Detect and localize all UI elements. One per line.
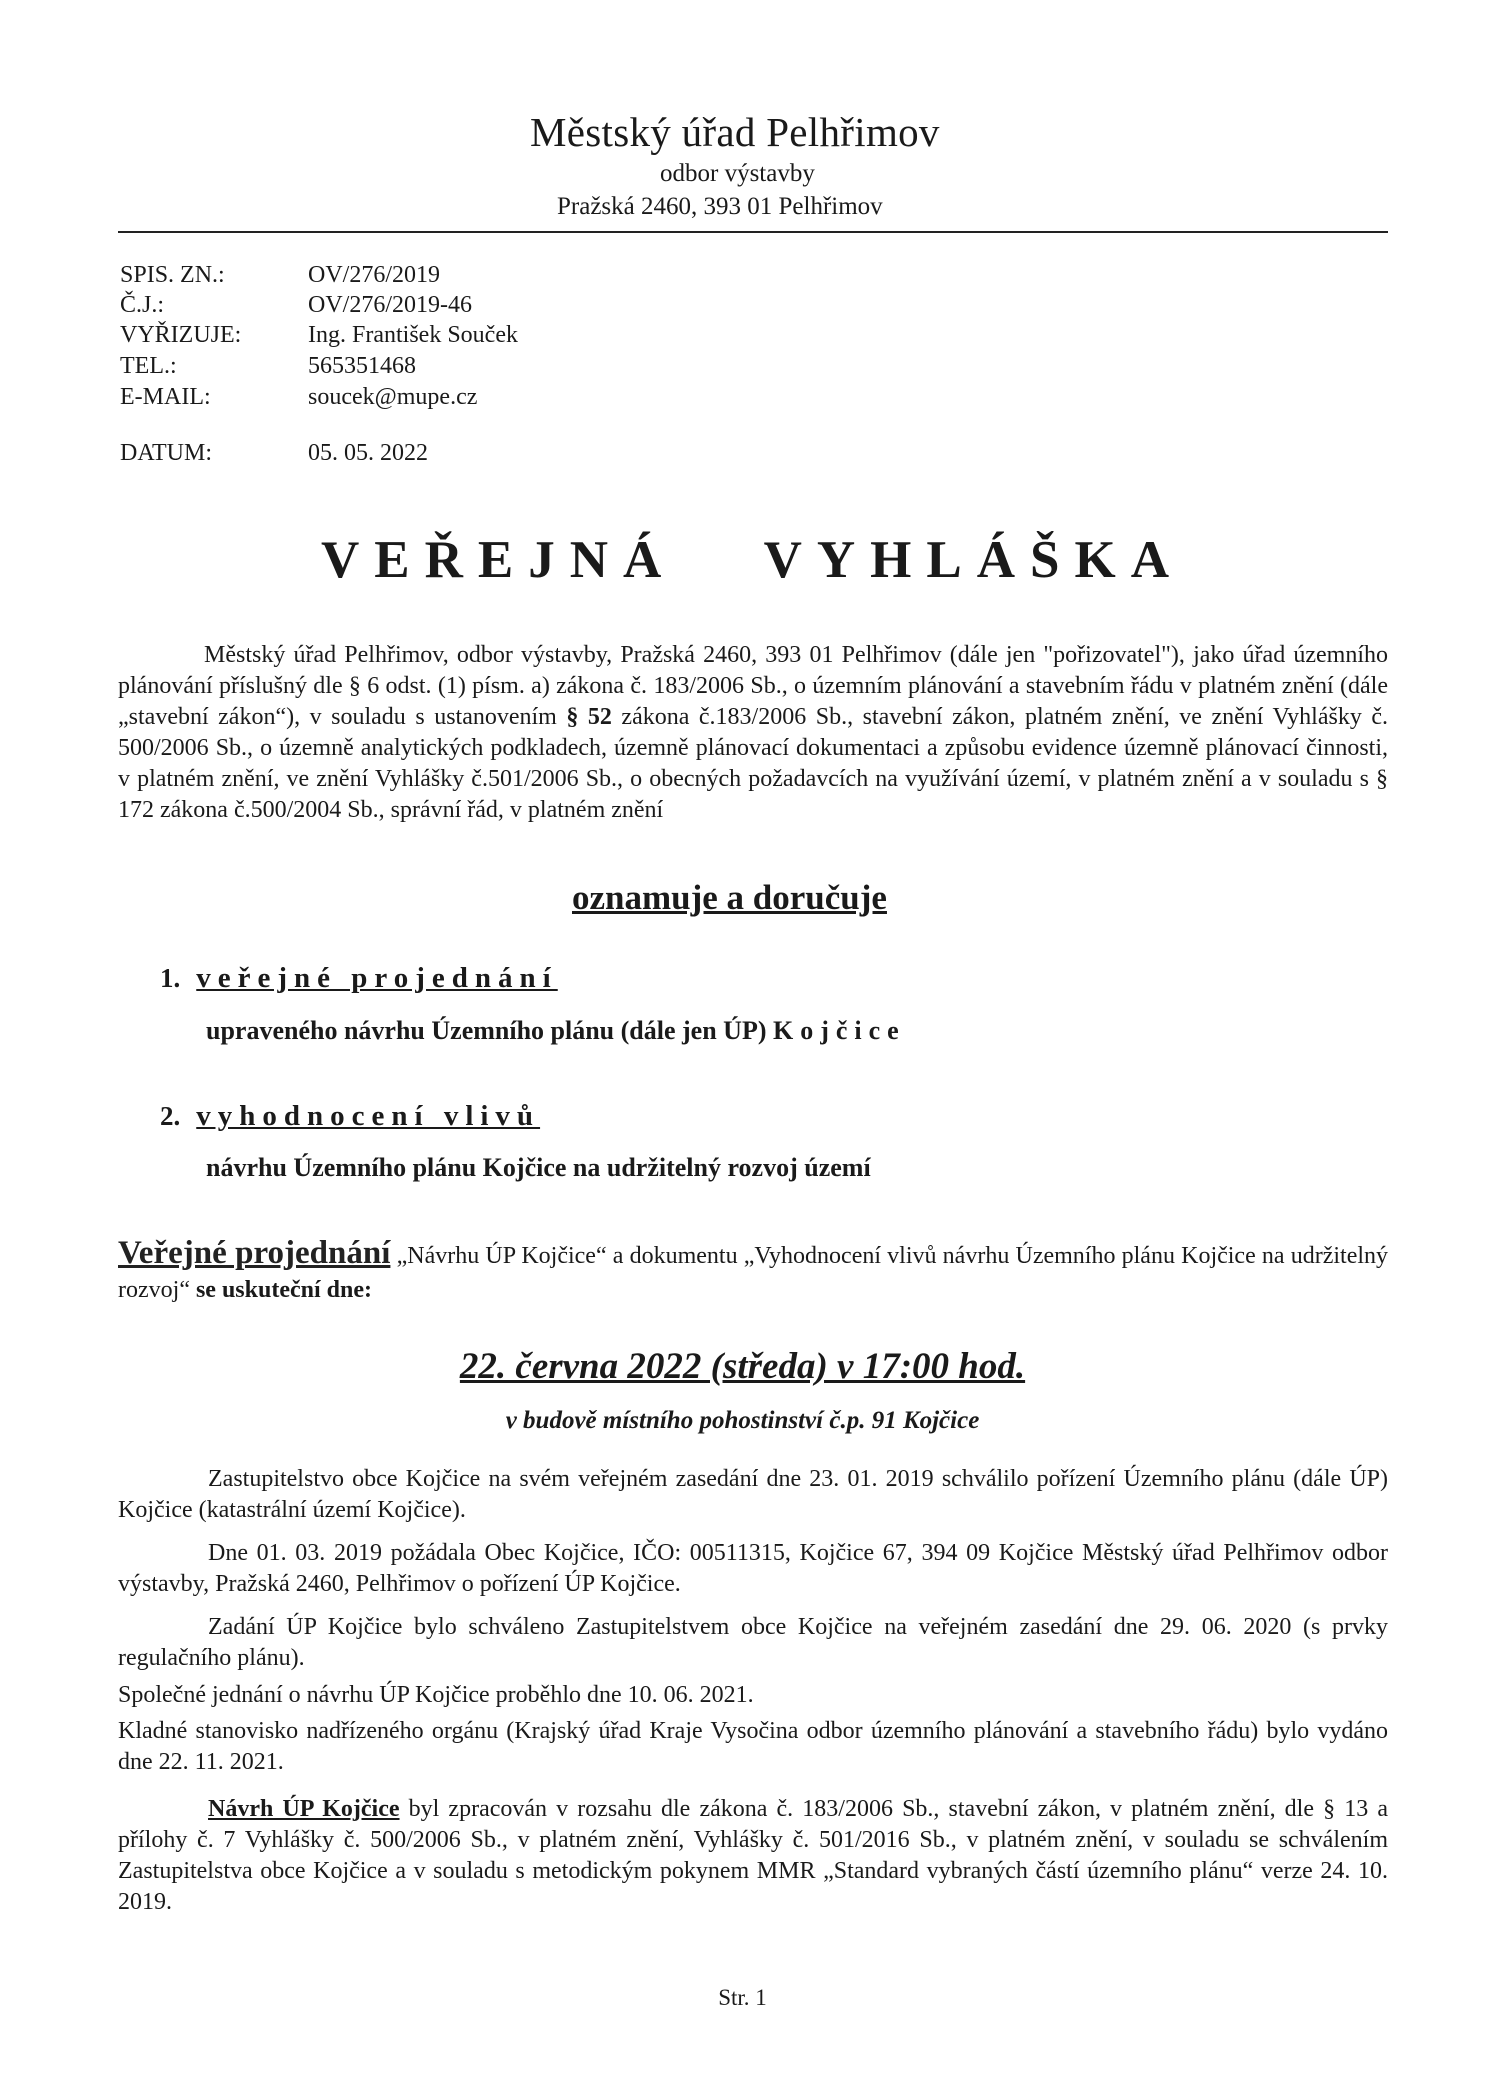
paragraph-6-bold: Návrh ÚP Kojčice [208, 1796, 400, 1822]
meta-value: OV/276/2019-46 [308, 292, 472, 318]
hearing-label: Veřejné projednání [118, 1235, 391, 1271]
meta-value: OV/276/2019 [308, 262, 440, 288]
meta-value: Ing. František Souček [308, 322, 518, 348]
meta-label: E-MAIL: [120, 384, 211, 410]
hearing-place: v budově místního pohostinství č.p. 91 Kojčice [505, 1407, 980, 1434]
paragraph-6 [118, 1794, 1388, 1918]
paragraph-4: Společné jednání o návrhu ÚP Kojčice proběhlo dne 10. 06. 2021. [118, 1682, 754, 1708]
item-number: 1. [160, 963, 181, 993]
item-subtitle-text: upraveného návrhu Územního plánu (dále jen ÚP) [206, 1016, 773, 1045]
meta-label: SPIS. ZN.: [120, 262, 225, 288]
item-1-subtitle [206, 1016, 906, 1046]
office-address: Pražská 2460, 393 01 Pelhřimov [557, 193, 883, 220]
paragraph-1: Zastupitelstvo obce Kojčice na svém veřejném zasedání dne 23. 01. 2019 schválilo pořízení Územního plánu (dále ÚP) Kojčice (katastrální území Kojčice). [118, 1466, 1388, 1523]
intro-paragraph [118, 640, 1388, 826]
item-heading: veřejné projednání [196, 962, 558, 994]
hearing-date: 22. června 2022 (středa) v 17:00 hod. [459, 1346, 1026, 1387]
page-number: Str. 1 [718, 1985, 767, 2010]
hearing-paragraph [118, 1236, 1388, 1307]
paragraph-6-text: byl zpracován v rozsahu dle zákona č. 183/2006 Sb., stavební zákon, v platném znění, dle § 13 a přílohy č. 7 Vyhlášky č. 500/2006 Sb., v platném znění, Vyhlášky č. 501/2016 Sb., v platném znění, v souladu se schválením Zastupitelstva obce Kojčice a v souladu s metodickým pokynem MMR „Standard vybraných částí územního plánu“ verze 24. 10. 2019. [118, 1796, 1389, 1915]
document-title: VEŘEJNÁ VYHLÁŠKA [321, 531, 1184, 589]
item-number: 2. [160, 1101, 181, 1131]
meta-row-email [120, 384, 477, 411]
paragraph-2: Dne 01. 03. 2019 požádala Obec Kojčice, IČO: 00511315, Kojčice 67, 394 09 Kojčice Městský úřad Pelhřimov odbor výstavby, Pražská 2460, Pelhřimov o pořízení ÚP Kojčice. [118, 1540, 1388, 1597]
intro-paragraph-ref: § 52 [566, 704, 612, 730]
meta-row-spis [120, 262, 440, 289]
meta-label: Č.J.: [120, 292, 165, 318]
meta-label: DATUM: [120, 440, 213, 466]
item-heading: vyhodnocení vlivů [196, 1100, 541, 1132]
header-divider [118, 231, 1388, 233]
meta-value: 565351468 [308, 353, 416, 379]
item-subtitle-village: Kojčice [773, 1016, 906, 1045]
item-1 [160, 962, 558, 995]
meta-row-tel [120, 353, 416, 380]
intro-text-a: Městský úřad Pelhřimov, odbor výstavby, Pražská 2460, 393 01 Pelhřimov (dále jen "pořizovatel"), jako úřad územního plánování příslušný dle § 6 odst. (1) písm. a) zákona č. 183/2006 Sb., o územním plánování a stavebním řádu v platném znění (dále „stavební zákon“), v souladu s ustanovením [118, 642, 1388, 730]
meta-row-vyrizuje [120, 322, 518, 349]
intro-text-b: zákona č.183/2006 Sb., stavební zákon, platném znění, ve znění Vyhlášky č. 500/2006 Sb., o územně analytických podkladech, územně plánovací dokumentaci a způsobu evidence územně plánovací činnosti, v platném znění, ve znění Vyhlášky č.501/2006 Sb., o obecných požadavcích na využívání území, v platném znění a v souladu s § 172 zákona č.500/2004 Sb., správní řád, v platném znění [118, 704, 1389, 823]
paragraph-3: Zadání ÚP Kojčice bylo schváleno Zastupitelstvem obce Kojčice na veřejném zasedání dne 29. 06. 2020 (s prvky regulačního plánu). [118, 1614, 1388, 1671]
item-2 [160, 1100, 540, 1133]
meta-value: 05. 05. 2022 [308, 440, 428, 466]
hearing-text: „Návrhu ÚP Kojčice“ a dokumentu „Vyhodnocení vlivů návrhu Územního plánu Kojčice na udržitelný rozvoj“ [118, 1243, 1389, 1303]
meta-row-datum [120, 440, 428, 467]
item-2-subtitle: návrhu Územního plánu Kojčice na udržitelný rozvoj území [206, 1153, 871, 1182]
meta-row-cj [120, 292, 472, 319]
hearing-bold-end: se uskuteční dne: [195, 1277, 372, 1303]
meta-label: TEL.: [120, 353, 177, 379]
office-name: Městský úřad Pelhřimov [530, 109, 940, 155]
paragraph-5: Kladné stanovisko nadřízeného orgánu (Krajský úřad Kraje Vysočina odbor územního plánování a stavebního řádu) bylo vydáno dne 22. 11. 2021. [118, 1718, 1388, 1775]
office-department: odbor výstavby [660, 160, 815, 187]
announce-heading: oznamuje a doručuje [572, 878, 887, 917]
meta-label: VYŘIZUJE: [120, 322, 242, 348]
meta-value: soucek@mupe.cz [308, 384, 478, 410]
